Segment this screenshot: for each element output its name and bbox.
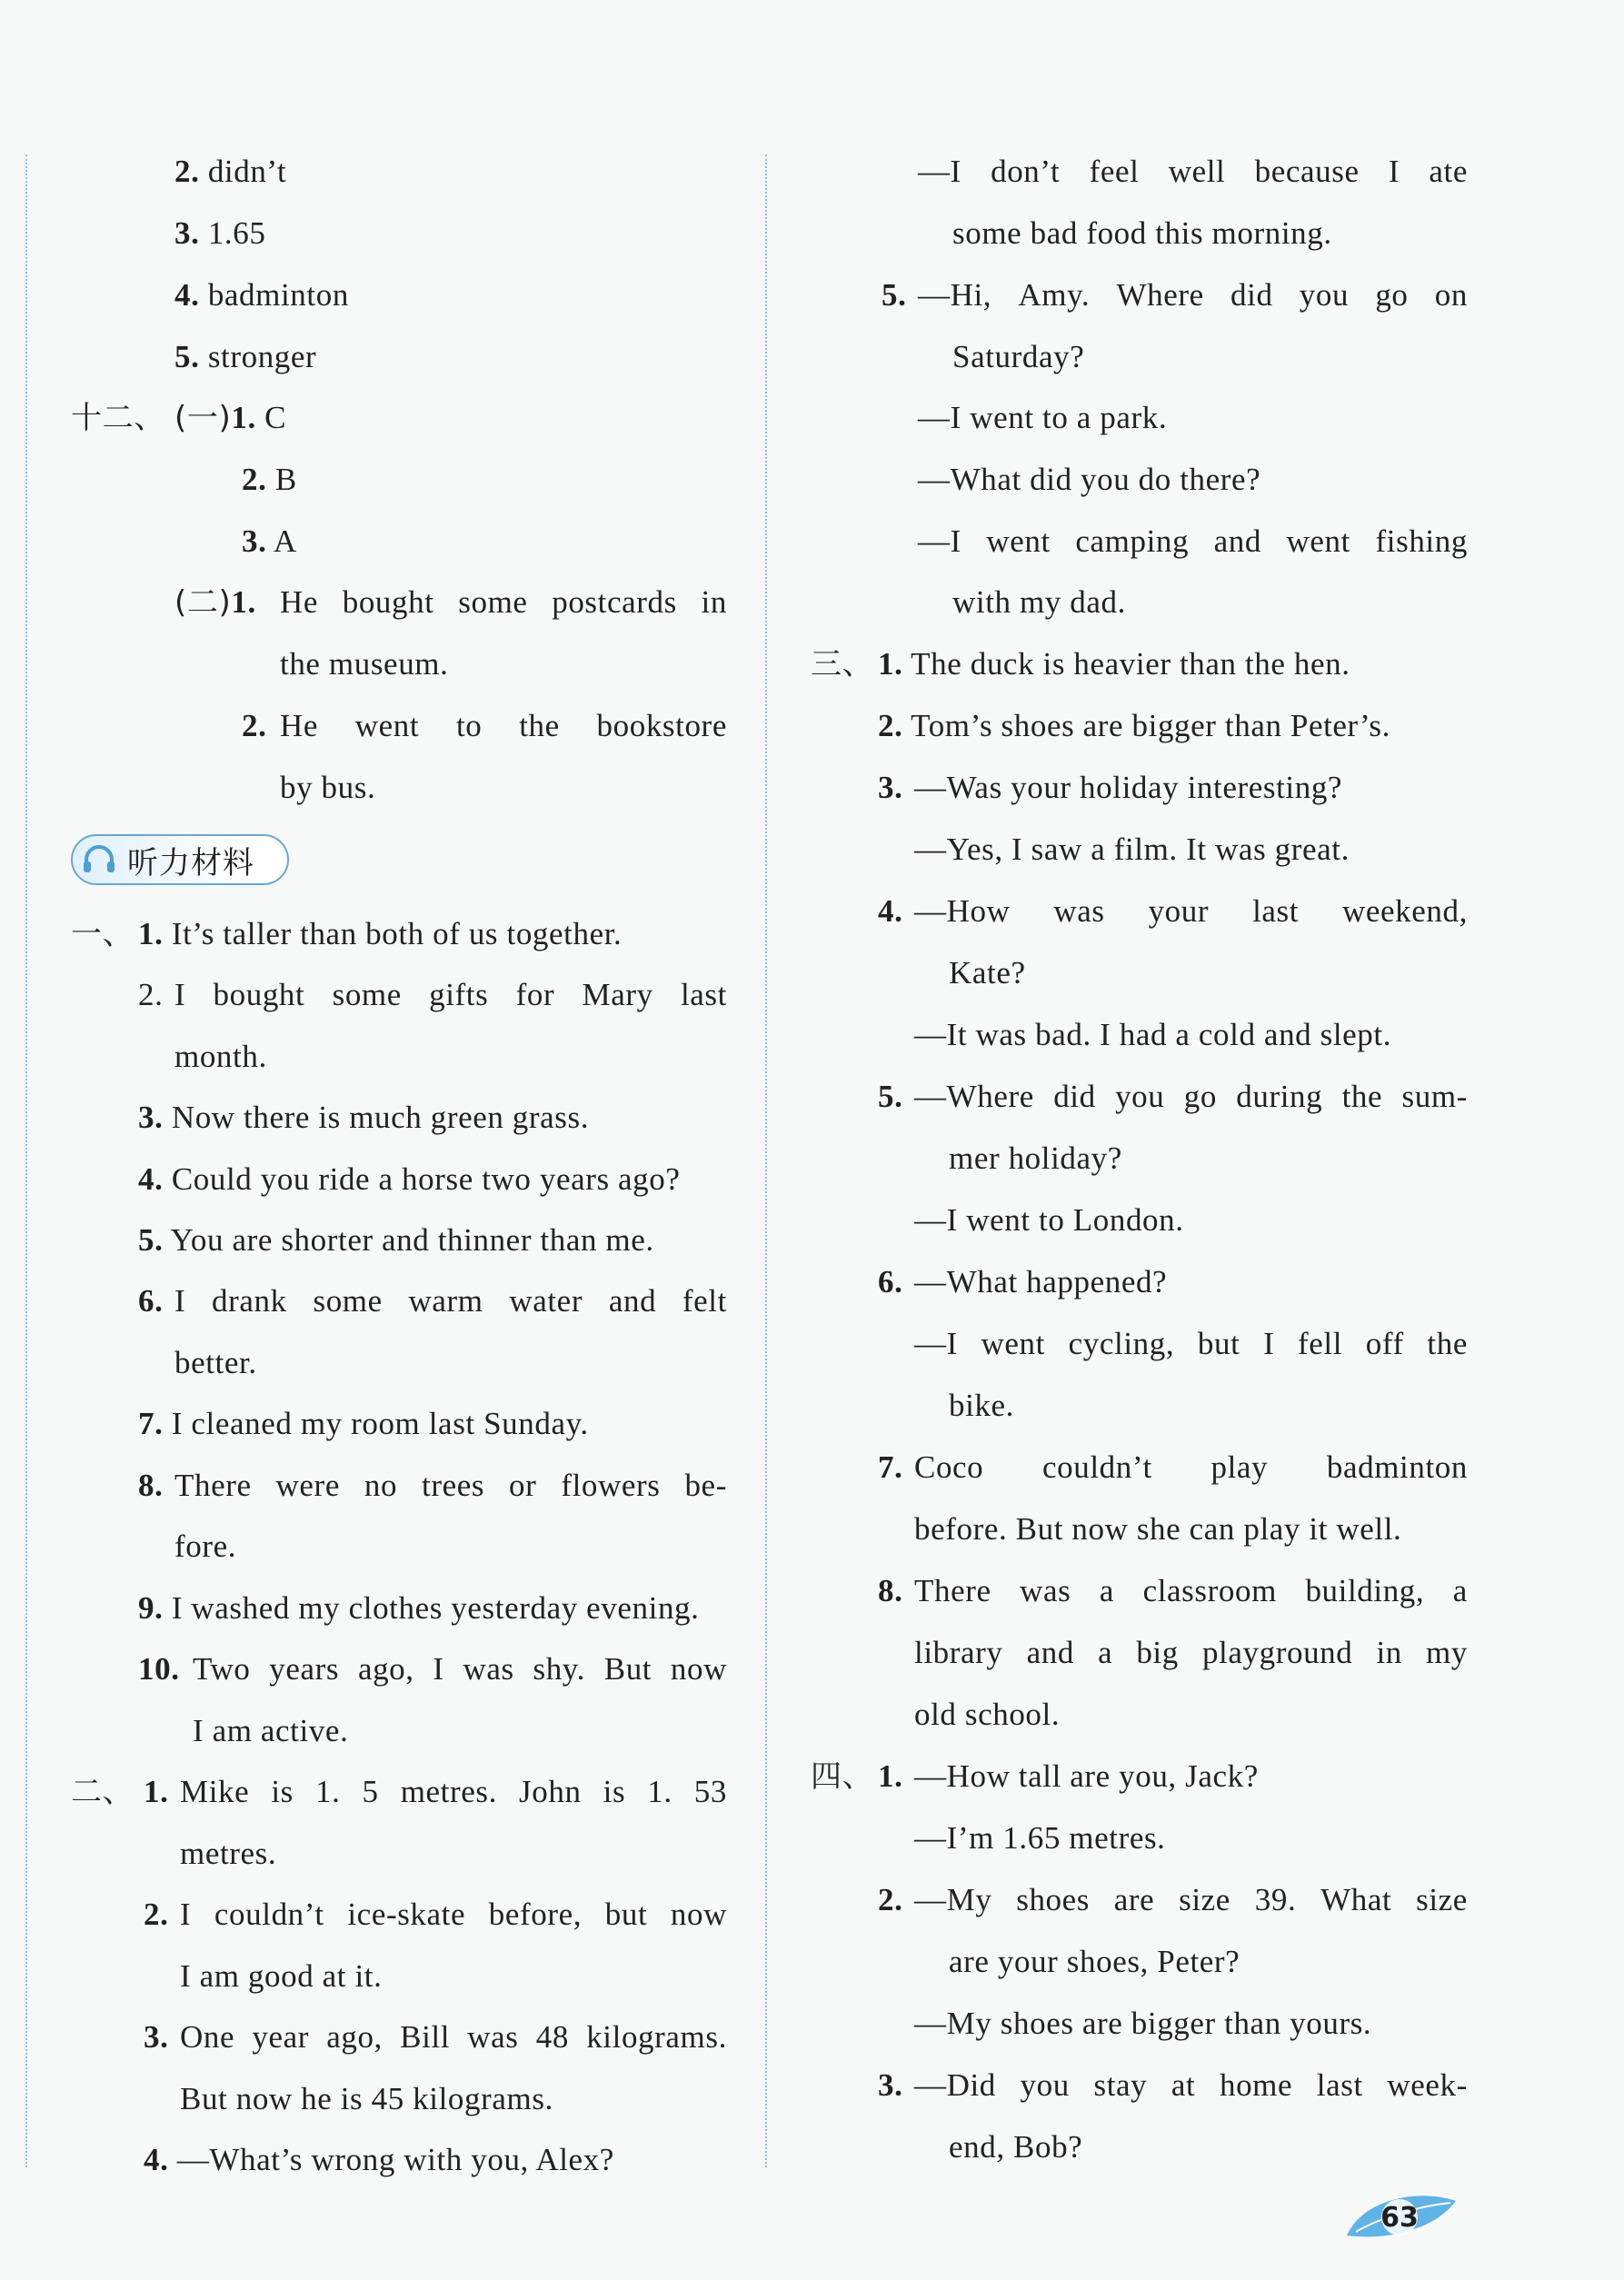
listening-item-text: I drank some warm water and felt [174,1283,727,1319]
listening-item-num: 8. [138,1468,164,1503]
listening-item-text: There was a classroom building, a [914,1573,1468,1608]
dialogue-line: —Did you stay at home last week- [914,2067,1468,2103]
dialogue-line: end, Bob? [949,2129,1083,2165]
listening-item-num: 5. [882,277,907,313]
section-label: 十二、 [71,400,165,436]
dialogue-line: —What did you do there? [918,462,1261,497]
listening-item-num: 6. [878,1264,903,1299]
dialogue-line: bike. [949,1388,1015,1423]
answer-line: 2. B [242,462,297,497]
listening-item: 1. It’s taller than both of us together. [138,916,623,951]
dialogue-line: —How was your last weekend, [914,893,1468,929]
listening-item-text: Coco couldn’t play badminton [914,1449,1468,1485]
dialogue-line: —My shoes are bigger than yours. [914,2006,1372,2041]
answer-line: 3. 1.65 [174,215,266,251]
dialogue-line: —I went to London. [914,1202,1184,1238]
section-label: 四、 [811,1758,874,1795]
listening-item: 7. I cleaned my room last Sunday. [138,1406,589,1441]
listening-item-text: I am good at it. [180,1958,383,1994]
listening-item-num: 3. [144,2019,169,2055]
listening-item-num: 3. [878,770,903,805]
listening-item: 3. Now there is much green grass. [138,1100,590,1135]
listening-item: 4. Could you ride a horse two years ago? [138,1161,681,1197]
section-label: 一、 [71,916,135,952]
listening-title: 听力材料 [127,844,254,881]
listening-item: 2. Tom’s shoes are bigger than Peter’s. [878,708,1391,743]
answer-text: by bus. [280,770,376,805]
dialogue-line: Kate? [949,955,1026,991]
listening-item-text: I couldn’t ice-skate before, but now [180,1897,727,1932]
listening-item-text: I am active. [193,1713,349,1748]
answer-line: 2. [242,708,267,743]
headphones-icon [82,844,116,875]
listening-item-text: before. But now she can play it well. [914,1511,1402,1547]
page-number-badge [1336,2181,1463,2245]
left-margin-dotted-line [25,154,27,2167]
listening-item-text: There were no trees or flowers be- [174,1468,727,1503]
answer-line: 2. didn’t [174,154,287,189]
page-number-leaf-icon [1336,2181,1463,2245]
dialogue-line: —I’m 1.65 metres. [914,1820,1166,1856]
listening-item-num: 1. [144,1774,169,1809]
dialogue-line: with my dad. [952,584,1126,620]
listening-item-text: metres. [180,1836,277,1871]
listening-item-num: 1. [878,1758,903,1794]
listening-item-num: 6. [138,1283,164,1319]
dialogue-line: —I don’t feel well because I ate [918,154,1468,189]
listening-item-text: month. [174,1039,267,1074]
answer-line: (一)1. C [174,400,287,436]
dialogue-line: are your shoes, Peter? [949,1944,1240,1979]
answer-line: 3. A [242,523,297,559]
listening-item-num: 3. [878,2067,903,2103]
listening-item-text: I bought some gifts for Mary last [174,977,727,1012]
answer-line: 5. stronger [174,339,317,374]
listening-item-text: old school. [914,1697,1061,1732]
answer-line: (二)1. [174,584,256,621]
listening-item-text: fore. [174,1528,237,1564]
answer-text: the museum. [280,646,449,682]
listening-item: 4. —What’s wrong with you, Alex? [144,2142,614,2177]
answer-line: 4. badminton [174,277,349,313]
dialogue-line: mer holiday? [949,1140,1122,1176]
column-divider-dotted-line [765,154,767,2167]
dialogue-line: —I went cycling, but I fell off the [914,1326,1468,1361]
listening-item: 5. You are shorter and thinner than me. [138,1222,654,1258]
listening-item-num: 2. [878,1882,903,1917]
dialogue-line: —Hi, Amy. Where did you go on [918,277,1468,313]
listening-item-text: Mike is 1. 5 metres. John is 1. 53 [180,1774,727,1809]
answer-text: He bought some postcards in [280,584,727,620]
listening-item-num: 7. [878,1449,903,1485]
section-label: 二、 [71,1774,135,1810]
listening-item-num: 2. [144,1897,169,1932]
answer-text: He went to the bookstore [280,708,727,743]
listening-item: 1. The duck is heavier than the hen. [878,646,1350,682]
dialogue-line: —My shoes are size 39. What size [914,1882,1468,1917]
dialogue-line: —I went to a park. [918,400,1168,435]
dialogue-line: —What happened? [914,1264,1168,1299]
dialogue-line: —It was bad. I had a cold and slept. [914,1017,1392,1052]
listening-item-num: 5. [878,1079,903,1114]
dialogue-line: some bad food this morning. [952,215,1332,251]
page-number: 63 [1380,2202,1419,2234]
dialogue-line: Saturday? [952,339,1085,374]
listening-item-num: 8. [878,1573,903,1608]
listening-item-text: Two years ago, I was shy. But now [193,1651,727,1687]
listening-item: 9. I washed my clothes yesterday evening. [138,1590,700,1626]
dialogue-line: —How tall are you, Jack? [914,1758,1259,1794]
dialogue-line: —I went camping and went fishing [918,523,1468,559]
dialogue-line: —Where did you go during the sum- [914,1079,1468,1114]
dialogue-line: —Yes, I saw a film. It was great. [914,831,1350,867]
listening-item-num: 10. [138,1651,180,1687]
listening-item-num: 2. [138,977,164,1012]
listening-item-text: library and a big playground in my [914,1635,1468,1670]
listening-material-tag [71,834,289,885]
dialogue-line: —Was your holiday interesting? [914,770,1343,805]
listening-item-text: better. [174,1345,257,1380]
listening-item-text: One year ago, Bill was 48 kilograms. [180,2019,727,2055]
section-label: 三、 [811,646,874,682]
listening-item-num: 4. [878,893,903,929]
listening-item-text: But now he is 45 kilograms. [180,2081,553,2116]
